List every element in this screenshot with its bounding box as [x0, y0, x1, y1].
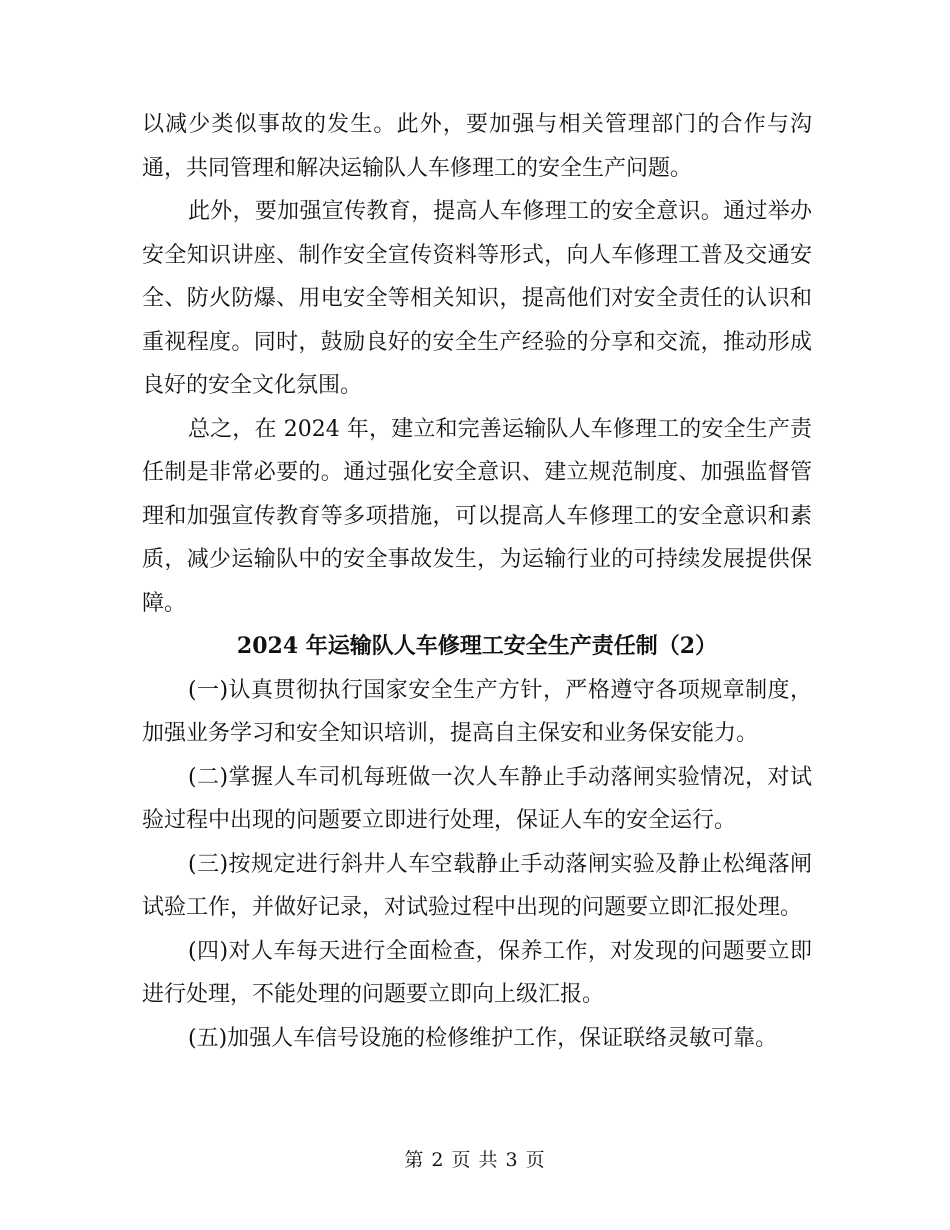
clause-item: (一)认真贯彻执行国家安全生产方针，严格遵守各项规章制度，加强业务学习和安全知识培训，提高自主保安和业务保安能力。 [142, 677, 812, 746]
clause-item: (二)掌握人车司机每班做一次人车静止手动落闸实验情况，对试验过程中出现的问题要立即进行处理，保证人车的安全运行。 [142, 764, 812, 833]
document-body [142, 103, 812, 1060]
paragraph: 总之，在 2024 年，建立和完善运输队人车修理工的安全生产责任制是非常必要的。通过强化安全意识、建立规范制度、加强监督管理和加强宣传教育等多项措施，可以提高人车修理工的安全意识和素质，减少运输队中的安全事故发生，为运输行业的可持续发展提供保障。 [142, 416, 812, 616]
clause-item: (五)加强人车信号设施的检修维护工作，保证联络灵敏可靠。 [188, 1025, 778, 1051]
section-title: 2024 年运输队人车修理工安全生产责任制（2） [236, 633, 718, 659]
clause-item: (四)对人车每天进行全面检查，保养工作，对发现的问题要立即进行处理，不能处理的问题要立即向上级汇报。 [142, 938, 812, 1007]
paragraph: 此外，要加强宣传教育，提高人车修理工的安全意识。通过举办安全知识讲座、制作安全宣传资料等形式，向人车修理工普及交通安全、防火防爆、用电安全等相关知识，提高他们对安全责任的认识和重视程度。同时，鼓励良好的安全生产经验的分享和交流，推动形成良好的安全文化氛围。 [142, 199, 812, 398]
clause-item: (三)按规定进行斜井人车空载静止手动落闸实验及静止松绳落闸试验工作，并做好记录，对试验过程中出现的问题要立即汇报处理。 [142, 851, 812, 920]
page-number-footer: 第 2 页 共 3 页 [404, 1149, 546, 1171]
paragraph: 以减少类似事故的发生。此外，要加强与相关管理部门的合作与沟通，共同管理和解决运输队人车修理工的安全生产问题。 [142, 112, 812, 181]
